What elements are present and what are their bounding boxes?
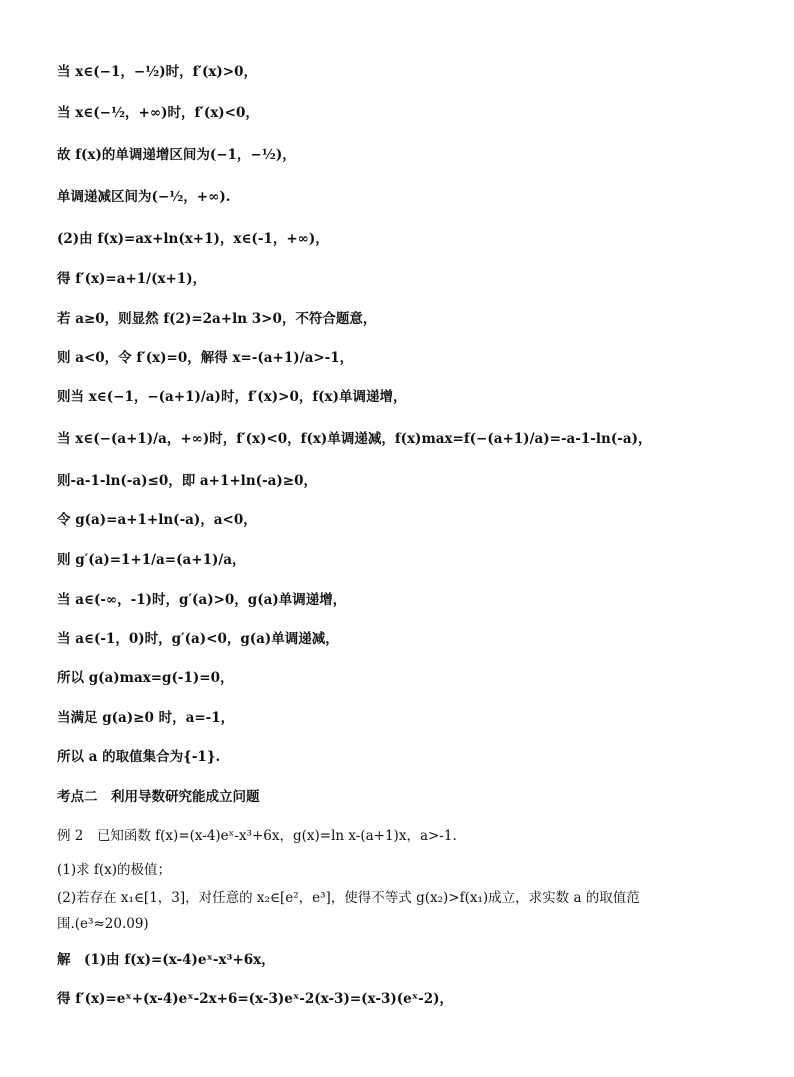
text-line: 若 a≥0，则显然 f(2)=2a+ln 3>0，不符合题意， <box>57 311 377 327</box>
text-line: (2)由 f(x)=ax+ln(x+1)，x∈(-1，+∞)， <box>57 231 329 247</box>
question-2-continued: 围.(e³≈20.09) <box>57 916 149 932</box>
text-line: 则 g′(a)=1+1/a=(a+1)/a， <box>57 552 246 568</box>
text-line: 所以 a 的取值集合为{-1}. <box>57 749 221 765</box>
text-line: 则当 x∈(−1，−(a+1)/a)时，f′(x)>0，f(x)单调递增， <box>57 389 407 405</box>
text-line: 当 a∈(-∞，-1)时，g′(a)>0，g(a)单调递增， <box>57 592 347 608</box>
text-line: 单调递减区间为(−½，+∞). <box>57 189 231 205</box>
question-1: (1)求 f(x)的极值； <box>57 862 172 878</box>
question-2: (2)若存在 x₁∈[1，3]，对任意的 x₂∈[e²，e³]，使得不等式 g(x₂)>f(x₁)成立，求实数 a 的取值范 <box>57 890 640 906</box>
solution-line: 解 (1)由 f(x)=(x-4)eˣ-x³+6x， <box>57 952 275 968</box>
solution-line: 得 f′(x)=eˣ+(x-4)eˣ-2x+6=(x-3)eˣ-2(x-3)=(x-3)(eˣ-2)， <box>57 991 453 1007</box>
example-statement: 例 2 已知函数 f(x)=(x-4)eˣ-x³+6x，g(x)=ln x-(a+1)x，a>-1. <box>57 828 457 844</box>
text-line: 得 f′(x)=a+1/(x+1)， <box>57 271 207 287</box>
text-line: 则 a<0，令 f′(x)=0，解得 x=-(a+1)/a>-1， <box>57 350 354 366</box>
text-line: 当 x∈(−1，−½)时，f′(x)>0， <box>57 64 258 80</box>
text-line: 当 a∈(-1，0)时，g′(a)<0，g(a)单调递减， <box>57 631 339 647</box>
text-line: 令 g(a)=a+1+ln(-a)，a<0， <box>57 512 257 528</box>
text-line: 当 x∈(−(a+1)/a，+∞)时，f′(x)<0，f(x)单调递减，f(x)max=f(−(a+1)/a)=-a-1-ln(-a)， <box>57 431 652 447</box>
text-line: 当 x∈(−½，+∞)时，f′(x)<0， <box>57 105 259 121</box>
section-heading: 考点二 利用导数研究能成立问题 <box>57 789 260 805</box>
text-line: 所以 g(a)max=g(-1)=0， <box>57 670 234 686</box>
text-line: 故 f(x)的单调递增区间为(−1，−½)， <box>57 147 296 163</box>
text-line: 则-a-1-ln(-a)≤0，即 a+1+ln(-a)≥0， <box>57 473 317 489</box>
text-line: 当满足 g(a)≥0 时，a=-1， <box>57 710 235 726</box>
